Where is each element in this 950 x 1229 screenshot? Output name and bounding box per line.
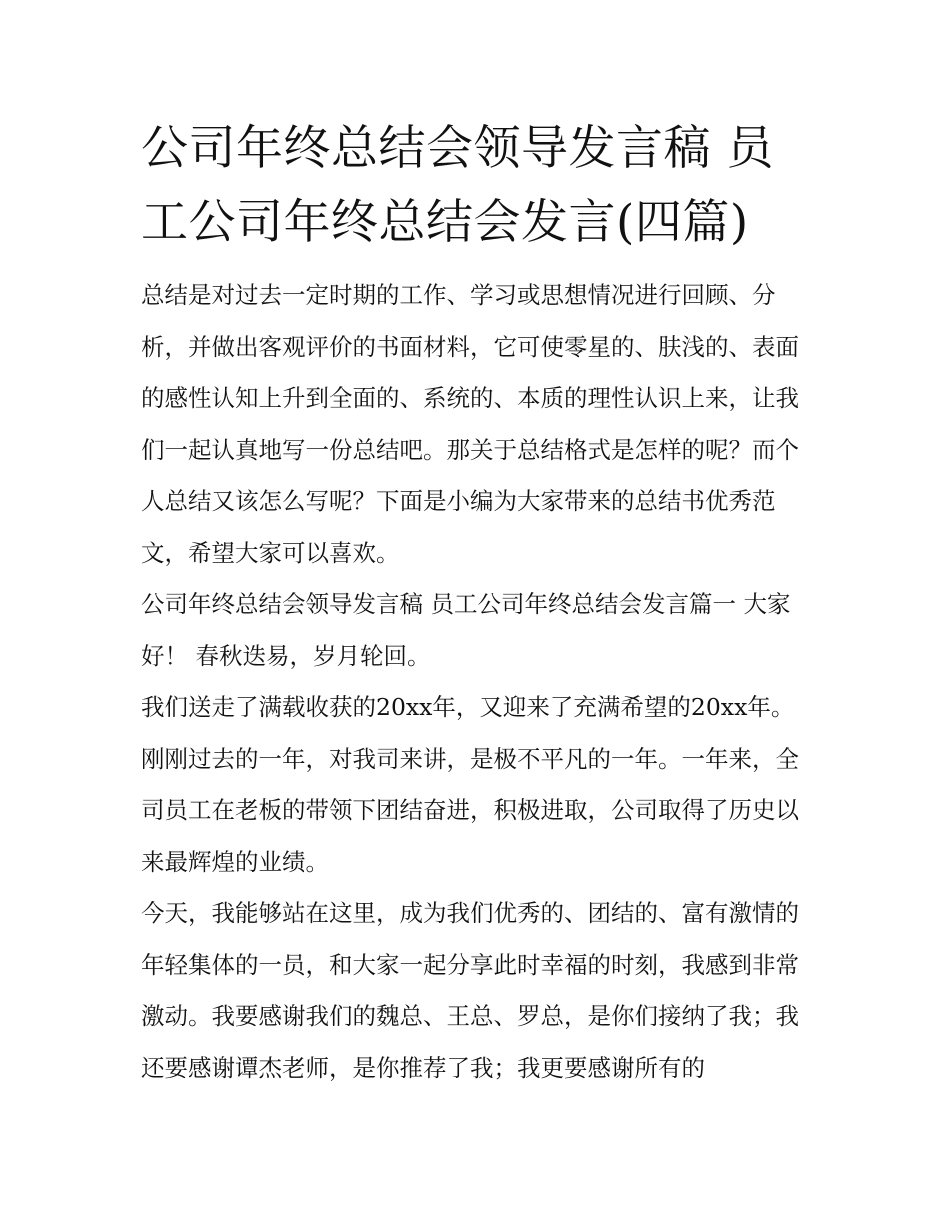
document-body	[141, 270, 813, 1094]
paragraph-year-review: 我们送走了满载收获的20xx年，又迎来了充满希望的20xx年。刚刚过去的一年，对我司来讲，是极不平凡的一年。一年来，全司员工在老板的带领下团结奋进，积极进取，公司取得了历史以来最辉煌的业绩。	[141, 693, 799, 876]
paragraph-greeting: 公司年终总结会领导发言稿 员工公司年终总结会发言篇一 大家好！ 春秋迭易，岁月轮回。	[141, 590, 791, 670]
paragraph-intro: 总结是对过去一定时期的工作、学习或思想情况进行回顾、分析，并做出客观评价的书面材料，它可使零星的、肤浅的、表面的感性认知上升到全面的、系统的、本质的理性认识上来，让我们一起认真地写一份总结吧。那关于总结格式是怎样的呢？而个人总结又该怎么写呢？下面是小编为大家带来的总结书优秀范文，希望大家可以喜欢。	[141, 281, 799, 567]
document-page	[141, 112, 813, 1094]
paragraph-thanks: 今天，我能够站在这里，成为我们优秀的、团结的、富有激情的年轻集体的一员，和大家一起分享此时幸福的时刻，我感到非常激动。我要感谢我们的魏总、王总、罗总，是你们接纳了我；我还要感谢谭杰老师，是你推荐了我；我更要感谢所有的	[141, 899, 799, 1082]
document-title: 公司年终总结会领导发言稿 员工公司年终总结会发言(四篇)	[141, 121, 774, 250]
